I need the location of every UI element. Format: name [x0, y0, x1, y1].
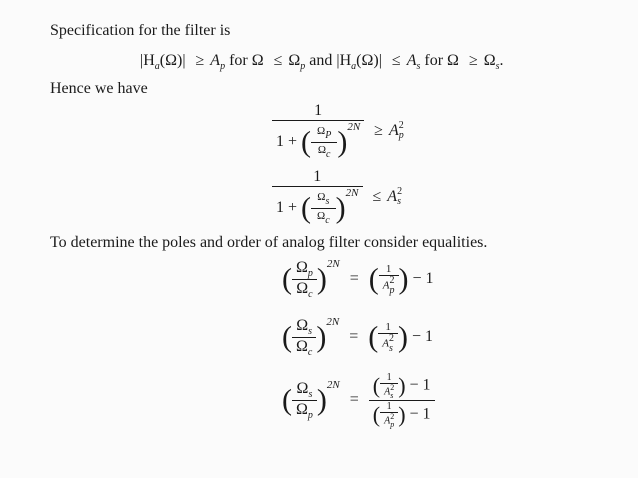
eq1-rhs-den-sub: p — [389, 284, 395, 296]
spec-as-sub: s — [416, 61, 421, 72]
equality-3 — [282, 372, 435, 429]
ineq1-rhs-sup: 2 — [398, 120, 404, 132]
ineq2-inner-den: Ω — [317, 209, 326, 222]
spec-period: . — [499, 52, 504, 69]
ineq1-inner-den-sub: c — [326, 148, 331, 160]
spec-omega-p: Ω — [288, 52, 301, 69]
spec-for-1: for — [229, 52, 248, 69]
spec-omega-1: Ω — [251, 52, 264, 69]
eq1-rhs-den-sup: 2 — [389, 274, 395, 286]
ineq2-rhs: A — [387, 188, 398, 206]
ineq2-inner-num-sub: s — [325, 195, 330, 207]
eq3-top-den-sup: 2 — [390, 383, 395, 392]
eq1-rparen: ) — [316, 262, 327, 296]
eq2-lhs-num-sub: s — [308, 325, 313, 337]
equality-1 — [282, 258, 434, 300]
ineq2-exponent: 2N — [345, 187, 359, 199]
eq3-equals: = — [349, 391, 359, 409]
eq2-rhs-den: A — [382, 337, 389, 350]
eq2-rhs-den-sub: s — [388, 342, 393, 354]
eq3-bot-minus: − 1 — [409, 405, 431, 423]
eq3-lhs-num-sub: s — [308, 389, 313, 400]
eq3-lhs-num: Ω — [296, 380, 309, 397]
spec-omega-p-sub: p — [300, 61, 306, 72]
eq3-top-num: 1 — [386, 372, 392, 383]
eq3-lhs-frac — [292, 380, 317, 421]
spec-le-1: ≤ — [273, 52, 283, 69]
eq1-equals: = — [349, 270, 359, 287]
ineq1-one-plus: 1 + — [276, 133, 298, 150]
spec-h1-sub: a — [154, 61, 160, 72]
eq3-lhs-den: Ω — [296, 401, 308, 418]
spec-for-2: for — [424, 52, 444, 69]
spec-omega-2: Ω — [447, 52, 459, 69]
ineq1-inner-frac — [311, 124, 337, 161]
eq3-bot-num: 1 — [386, 401, 392, 412]
spec-omega-s-sub: s — [495, 61, 500, 72]
spec-ap: A — [210, 52, 221, 69]
eq1-lhs-num-sub: p — [307, 267, 313, 279]
ineq2-rparen: ) — [335, 191, 346, 225]
spec-h1: |H — [140, 52, 155, 69]
ineq2-fraction — [272, 168, 363, 227]
ineq2-one-plus: 1 + — [276, 199, 298, 216]
eq3-lhs-den-sub: p — [307, 410, 313, 421]
eq1-r-rparen: ) — [398, 262, 409, 296]
equality-2 — [282, 316, 433, 358]
spec-formula — [140, 52, 504, 72]
eq3-top-den-sub: s — [390, 391, 394, 400]
eq1-lhs-den-sub: c — [308, 288, 313, 300]
ineq2-relation: ≤ — [372, 188, 382, 206]
ineq1-fraction — [272, 102, 364, 161]
spec-ap-sub: p — [220, 61, 226, 72]
eq2-lhs-den-sub: c — [307, 346, 313, 358]
spec-ge-2: ≥ — [468, 52, 478, 69]
eq1-rhs-num: 1 — [385, 262, 392, 275]
ineq2-inner-frac — [311, 190, 336, 227]
eq2-rhs-den-sup: 2 — [388, 332, 394, 344]
spec-h2-sub: a — [351, 61, 357, 72]
eq3-top-minus: − 1 — [409, 376, 431, 394]
spec-omega-s: Ω — [483, 52, 496, 69]
determine-text: To determine the poles and order of analog filter consider equalities. — [50, 234, 488, 251]
ineq1-relation: ≥ — [374, 122, 383, 140]
ineq1-rhs: A — [388, 122, 399, 140]
ineq1-numerator: 1 — [314, 102, 323, 119]
eq2-lhs-frac — [292, 317, 316, 358]
eq1-exponent: 2N — [326, 258, 340, 270]
spec-as: A — [406, 52, 417, 69]
inequality-2 — [272, 168, 402, 227]
eq1-rhs-den: A — [382, 279, 390, 292]
eq3-rhs-top: ( 1 A 2 s ) − 1 — [372, 372, 431, 400]
eq2-lhs-num: Ω — [296, 316, 309, 334]
eq1-lparen: ( — [282, 262, 292, 296]
ineq1-rparen: ) — [337, 125, 348, 159]
eq2-rhs-frac — [378, 321, 398, 354]
spec-ge: ≥ — [195, 52, 205, 69]
ineq1-inner-num-sub: P — [325, 129, 332, 141]
eq3-exponent: 2N — [326, 379, 340, 392]
eq1-r-lparen: ( — [368, 262, 379, 296]
ineq2-rhs-sup: 2 — [397, 186, 403, 198]
eq2-lparen: ( — [282, 320, 292, 354]
ineq2-inner-num: Ω — [317, 190, 326, 203]
ineq1-inner-num: Ω — [317, 124, 326, 137]
eq2-equals: = — [349, 328, 359, 345]
spec-and: and — [309, 52, 333, 69]
ineq1-exponent: 2N — [347, 121, 361, 133]
eq2-minus-one: − 1 — [411, 328, 433, 345]
eq2-r-rparen: ) — [397, 320, 408, 354]
eq2-r-lparen: ( — [368, 320, 379, 354]
ineq1-denominator — [272, 121, 364, 161]
eq1-lhs-frac — [292, 259, 317, 300]
hence-text: Hence we have — [50, 80, 148, 97]
eq3-bot-den: A — [384, 415, 391, 427]
ineq1-rhs-sub: p — [398, 130, 404, 142]
spec-heading: Specification for the filter is — [50, 22, 231, 39]
eq3-rhs-frac — [369, 372, 435, 429]
eq2-rhs-num: 1 — [385, 320, 391, 333]
eq1-minus-one: − 1 — [412, 270, 434, 287]
ineq2-denominator — [272, 187, 363, 227]
spec-le-2: ≤ — [391, 52, 401, 69]
ineq1-lparen: ( — [301, 125, 312, 159]
eq2-exponent: 2N — [326, 316, 340, 328]
eq3-top-den: A — [384, 386, 391, 398]
eq2-rparen: ) — [316, 320, 327, 354]
ineq2-inner-den-sub: c — [325, 214, 330, 226]
spec-h1-arg: (Ω)| — [159, 52, 186, 69]
spec-h2-arg: (Ω)| — [356, 52, 382, 69]
eq1-lhs-num: Ω — [296, 258, 308, 276]
eq1-rhs-frac — [379, 263, 399, 296]
ineq2-lparen: ( — [301, 191, 312, 225]
eq3-rparen: ) — [316, 383, 327, 417]
eq2-lhs-den: Ω — [296, 337, 308, 355]
eq3-bot-den-sub: p — [390, 420, 395, 429]
spec-h2: |H — [336, 52, 352, 69]
eq3-rhs-bottom: ( 1 A 2 p ) − 1 — [372, 401, 431, 429]
ineq1-inner-den: Ω — [317, 143, 327, 156]
eq1-lhs-den: Ω — [296, 279, 309, 297]
ineq2-rhs-sub: s — [397, 196, 401, 208]
eq3-bot-den-sup: 2 — [390, 412, 395, 421]
ineq2-numerator: 1 — [313, 168, 322, 185]
inequality-1 — [272, 102, 404, 161]
eq3-lparen: ( — [282, 383, 292, 417]
